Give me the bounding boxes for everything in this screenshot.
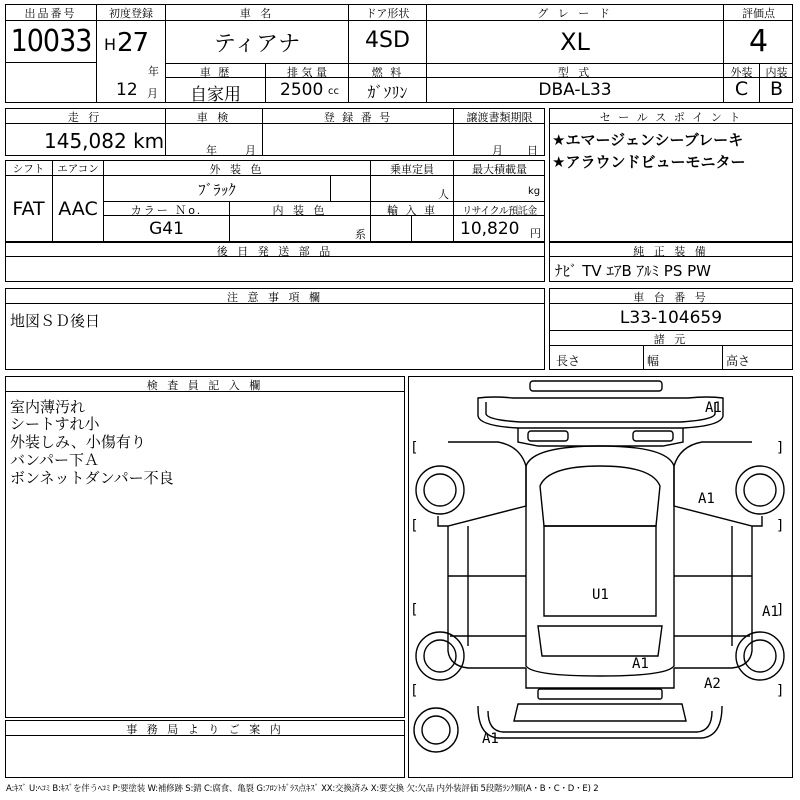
sales-point-1: ★エマージェンシーブレーキ [552,131,744,149]
genuine-label: 純 正 装 備 [633,245,709,258]
mark-front-fender: A1 [698,491,715,507]
score-value: 4 [748,24,769,59]
bracket-right-bottom: ] [776,683,785,699]
length-label: 長さ [556,354,581,368]
door-label: ドア形状 [365,7,410,20]
exterior-label: 外装 [730,66,753,79]
model-label: 型 式 [557,66,593,79]
bracket-left-mid: [ [410,518,419,534]
office-label: 事 務 局 よ り ご 案 内 [126,723,284,736]
transfer-day-unit: 日 [527,144,538,157]
fuel-label: 燃 料 [371,66,404,79]
shift-value: FAT [12,198,45,220]
recycle-unit: 円 [530,227,541,240]
inspector-line-4: バンパー下Ａ [10,451,99,469]
transfer-month-unit: 月 [492,144,503,157]
interior-label: 内装 [765,66,788,79]
history-label: 車 歴 [199,66,232,79]
inspector-line-2: シートすれ小 [10,415,100,433]
grade-label: グ レ ー ド [537,7,613,20]
mileage-label: 走 行 [67,111,103,124]
score-label: 評価点 [742,7,775,20]
reg-year: 27 [117,28,149,58]
first-reg-label: 初度登録 [109,7,153,20]
mileage-value: 145,082 km [44,129,165,153]
displacement-unit: cc [328,86,339,97]
max-load-label: 最大積載量 [472,163,527,176]
fuel-value: ｶﾞｿﾘﾝ [367,83,408,102]
bracket-left-front: [ [410,440,419,456]
inspector-line-5: ボンネットダンパー不良 [10,469,174,487]
car-name: ティアナ [213,32,301,57]
mark-spare: A1 [482,731,499,747]
inspection-month-unit: 月 [245,144,256,157]
mark-rear-quarter: A2 [704,676,721,692]
transfer-label: 譲渡書類期限 [466,111,533,124]
int-color-unit: 系 [355,228,366,241]
ext-color-label: 外 装 色 [209,163,265,176]
lot-no-label: 出品番号 [24,7,77,20]
inspection-year-unit: 年 [206,144,217,157]
legend: A:ｷｽﾞ U:ﾍｺﾐ B:ｷｽﾞを伴うﾍｺﾐ P:要塗装 W:補修跡 S:錆 C:腐食、亀裂 G:ﾌﾛﾝﾄｶﾞﾗｽ点ｷｽﾞ XX:交換済み X:要交換 欠:欠品 内外装評価 5段階ﾗﾝｸ順(A・B・C・D・E) 2 [6,784,599,794]
shift-label: シフト [12,163,45,175]
year-unit: 年 [148,65,159,78]
later-parts-label: 後 日 発 送 部 品 [216,245,334,258]
import-label: 輸 入 車 [387,204,437,217]
door-type: 4SD [365,28,410,53]
color-no-label: カラー Ｎo. [130,204,203,217]
color-no-value: G41 [149,219,184,239]
recycle-label: リサイクル預託金 [462,206,537,217]
capacity-unit: 人 [438,188,449,201]
reg-no-label: 登 録 番 号 [323,111,393,124]
chassis-label: 車 台 番 号 [633,291,709,304]
displacement-label: 排 気 量 [287,66,327,79]
chassis-number: L33-104659 [619,308,723,328]
reg-month: 12 [116,80,138,100]
ac-value: AAC [58,198,98,220]
ext-color-value: ﾌﾞﾗｯｸ [198,181,236,199]
genuine-equipment: ﾅﾋﾞ TV ｴｱB ｱﾙﾐ PS PW [555,262,711,280]
bracket-left-rear: [ [410,602,419,618]
exterior-grade: C [734,78,749,100]
recycle-value: 10,820 [460,219,520,239]
bracket-right-mid: ] [776,518,785,534]
caution-label: 注 意 事 項 欄 [227,291,323,304]
model-value: DBA-L33 [538,80,612,100]
lot-number: 10033 [10,24,92,59]
inspection-label: 車 検 [196,111,232,124]
grade-value: XL [560,28,590,56]
height-label: 高さ [726,354,751,368]
interior-grade: B [769,78,784,100]
sales-point-2: ★アラウンドビューモニター [552,153,746,171]
capacity-label: 乗車定員 [390,163,434,176]
inspector-line-1: 室内薄汚れ [10,398,86,416]
history-value: 自家用 [190,85,241,105]
era: H [104,35,117,54]
inspector-label: 検 査 員 記 入 欄 [146,379,264,392]
caution-text: 地図ＳＤ後日 [10,312,101,330]
dims-label: 諸 元 [653,333,689,346]
bracket-right-rear: ] [776,602,785,618]
mark-front-bumper: A1 [705,400,722,416]
ac-label: エアコン [57,163,99,175]
inspector-line-3: 外装しみ、小傷有り [10,433,146,451]
width-label: 幅 [647,354,660,368]
int-color-label: 内 装 色 [272,204,328,217]
bracket-left-bottom: [ [410,683,419,699]
bracket-right-front: ] [776,440,785,456]
mark-rear-door: A1 [762,604,779,620]
displacement-value: 2500 [280,80,324,100]
car-name-label: 車 名 [239,7,275,20]
month-unit: 月 [147,87,158,100]
car-diagram [408,376,793,778]
max-load-unit: kg [528,186,541,197]
mark-trunk: A1 [632,656,649,672]
mark-roof: U1 [592,587,609,603]
sales-label: セ ー ル ス ポ イ ン ト [599,111,743,124]
